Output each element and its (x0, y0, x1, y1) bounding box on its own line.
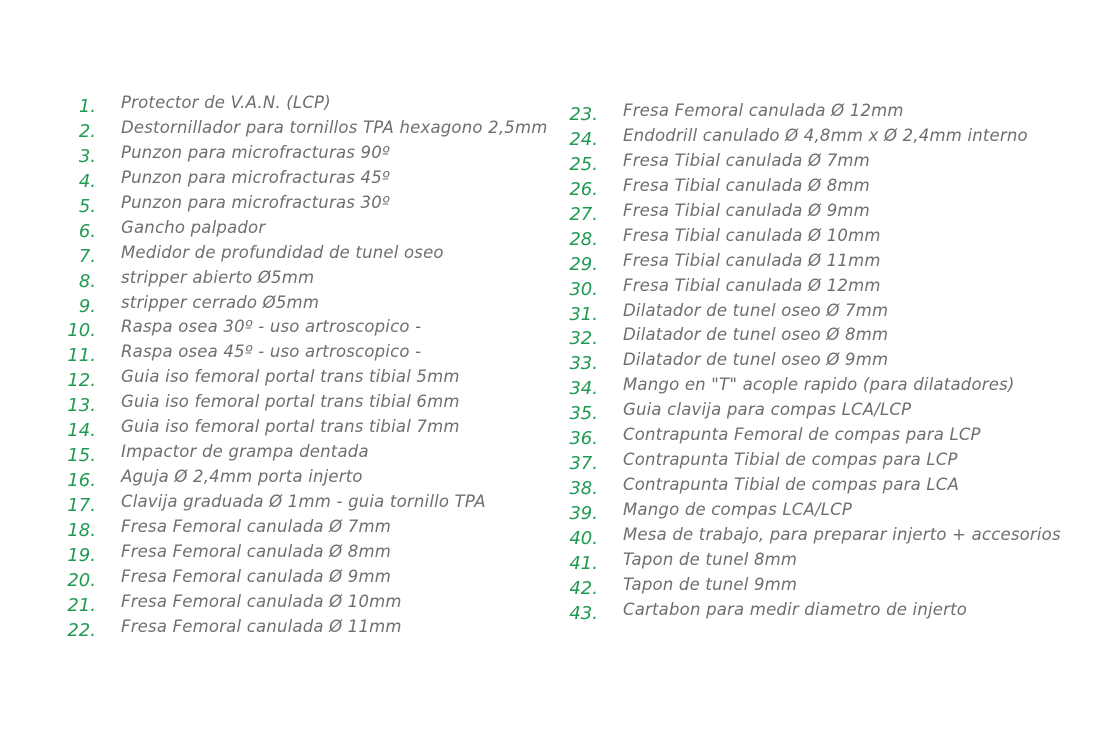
item-number: 1. (78, 96, 96, 117)
item-number: 25. (569, 153, 598, 175)
item-label: Cartabon para medir diametro de injerto (623, 599, 968, 619)
list-item (562, 574, 1061, 599)
item-number: 3. (78, 145, 96, 167)
item-number: 14. (67, 420, 96, 442)
item-number: 5. (78, 195, 96, 217)
item-label: Punzon para microfracturas 30º (121, 192, 390, 212)
item-number: 21. (67, 594, 96, 616)
item-label: Contrapunta Tibial de compas para LCP (623, 450, 958, 470)
item-number: 39. (569, 503, 598, 524)
item-number: 8. (78, 270, 96, 292)
item-number: 34. (569, 378, 598, 400)
item-label: Contrapunta Tibial de compas para LCA (623, 475, 959, 495)
list-item (562, 374, 1061, 399)
list-item (562, 424, 1061, 449)
item-number: 43. (569, 602, 598, 624)
item-label: Impactor de grampa dentada (121, 442, 369, 462)
item-number: 17. (67, 495, 96, 516)
list-item (60, 491, 548, 516)
list-item (562, 499, 1061, 524)
item-label: Mesa de trabajo, para preparar injerto + accesorios (623, 524, 1061, 544)
item-label: Mango de compas LCA/LCP (623, 500, 852, 519)
item-number: 38. (569, 478, 598, 500)
item-label: Endodrill canulado Ø 4,8mm x Ø 2,4mm interno (623, 125, 1028, 145)
item-label: Dilatador de tunel oseo Ø 8mm (623, 325, 889, 345)
item-number: 11. (67, 345, 96, 367)
list-item (562, 175, 1061, 200)
list-item (60, 92, 548, 117)
item-label: Guia iso femoral portal trans tibial 5mm (121, 367, 460, 387)
list-item (60, 616, 548, 641)
list-item (60, 167, 548, 192)
item-label: Fresa Tibial canulada Ø 10mm (623, 225, 881, 245)
list-item (562, 549, 1061, 574)
item-number: 40. (569, 527, 598, 549)
list-item (562, 474, 1061, 499)
list-item (60, 192, 548, 217)
list-item (562, 324, 1061, 349)
item-label: Medidor de profundidad de tunel oseo (121, 242, 444, 262)
item-number: 10. (67, 320, 96, 342)
list-item (60, 441, 548, 466)
item-number: 19. (67, 544, 96, 566)
list-item (60, 267, 548, 292)
list-item (562, 524, 1061, 549)
item-number: 18. (67, 519, 96, 541)
item-number: 31. (569, 303, 598, 325)
item-number: 29. (569, 253, 598, 275)
list-item (60, 466, 548, 491)
item-label: Guia iso femoral portal trans tibial 6mm (121, 392, 460, 412)
item-label: Raspa osea 30º - uso artroscopico - (121, 317, 422, 337)
list-item (562, 275, 1061, 300)
item-label: Fresa Femoral canulada Ø 8mm (121, 541, 392, 561)
item-label: Protector de V.A.N. (LCP) (121, 93, 331, 112)
list-item (60, 416, 548, 441)
item-label: Aguja Ø 2,4mm porta injerto (121, 467, 363, 487)
list-item (60, 142, 548, 167)
item-label: Guia clavija para compas LCA/LCP (623, 400, 912, 420)
list-item (60, 242, 548, 267)
item-label: Fresa Tibial canulada Ø 11mm (623, 250, 881, 270)
list-item (562, 599, 1061, 624)
list-item (60, 391, 548, 416)
list-item (60, 516, 548, 541)
list-item (60, 217, 548, 242)
item-number: 9. (78, 295, 96, 317)
item-number: 37. (569, 453, 598, 475)
list-item (562, 100, 1061, 125)
list-item (562, 250, 1061, 275)
list-item (60, 316, 548, 341)
item-number: 7. (78, 245, 96, 267)
list-item (60, 541, 548, 566)
item-number: 12. (67, 370, 96, 392)
list-item (60, 292, 548, 317)
item-label: Destornillador para tornillos TPA hexagono 2,5mm (121, 117, 548, 137)
item-number: 30. (569, 278, 598, 300)
list-item (60, 341, 548, 366)
list-item (562, 300, 1061, 325)
item-label: Clavija graduada Ø 1mm - guia tornillo TPA (121, 492, 486, 511)
item-label: Raspa osea 45º - uso artroscopico - (121, 342, 422, 362)
instrument-list-left (60, 92, 548, 641)
item-label: Fresa Femoral canulada Ø 10mm (121, 591, 402, 611)
item-number: 23. (569, 104, 598, 125)
item-label: Fresa Femoral canulada Ø 9mm (121, 566, 392, 586)
item-number: 13. (67, 395, 96, 417)
item-number: 26. (569, 178, 598, 200)
item-label: Fresa Tibial canulada Ø 12mm (623, 275, 881, 295)
item-number: 4. (78, 170, 96, 192)
instrument-list-right (562, 100, 1061, 624)
item-number: 42. (569, 577, 598, 599)
list-item (562, 449, 1061, 474)
list-item (60, 366, 548, 391)
item-label: Fresa Tibial canulada Ø 9mm (623, 200, 870, 220)
item-label: Gancho palpador (121, 217, 266, 237)
item-label: Fresa Femoral canulada Ø 11mm (121, 616, 402, 636)
item-label: Punzon para microfracturas 90º (121, 142, 390, 162)
item-label: Dilatador de tunel oseo Ø 7mm (623, 300, 889, 320)
item-number: 36. (569, 428, 598, 450)
item-number: 32. (569, 328, 598, 350)
item-number: 15. (67, 445, 96, 467)
list-item (562, 225, 1061, 250)
item-label: Contrapunta Femoral de compas para LCP (623, 425, 981, 445)
item-label: stripper cerrado Ø5mm (121, 292, 320, 312)
item-label: stripper abierto Ø5mm (121, 267, 315, 287)
item-label: Mango en "T" acople rapido (para dilatadores) (623, 375, 1015, 395)
item-label: Dilatador de tunel oseo Ø 9mm (623, 350, 889, 370)
item-number: 16. (67, 470, 96, 492)
item-number: 24. (569, 128, 598, 150)
item-number: 35. (569, 403, 598, 425)
list-item (60, 566, 548, 591)
list-item (562, 200, 1061, 225)
list-item (60, 117, 548, 142)
item-label: Fresa Tibial canulada Ø 8mm (623, 175, 870, 195)
item-label: Fresa Femoral canulada Ø 12mm (623, 101, 904, 120)
list-item (562, 399, 1061, 424)
item-label: Guia iso femoral portal trans tibial 7mm (121, 417, 460, 437)
item-label: Punzon para microfracturas 45º (121, 167, 390, 187)
list-item (562, 150, 1061, 175)
list-item (562, 125, 1061, 150)
item-number: 41. (569, 552, 598, 574)
item-number: 20. (67, 569, 96, 591)
item-label: Tapon de tunel 9mm (623, 574, 798, 594)
item-number: 28. (569, 228, 598, 250)
item-number: 22. (67, 619, 96, 641)
item-number: 27. (569, 203, 598, 225)
item-label: Tapon de tunel 8mm (623, 549, 798, 569)
item-number: 33. (569, 353, 598, 375)
list-item (562, 349, 1061, 374)
item-number: 6. (78, 220, 96, 242)
item-label: Fresa Tibial canulada Ø 7mm (623, 150, 870, 170)
list-item (60, 591, 548, 616)
item-number: 2. (78, 120, 96, 142)
item-label: Fresa Femoral canulada Ø 7mm (121, 516, 392, 536)
